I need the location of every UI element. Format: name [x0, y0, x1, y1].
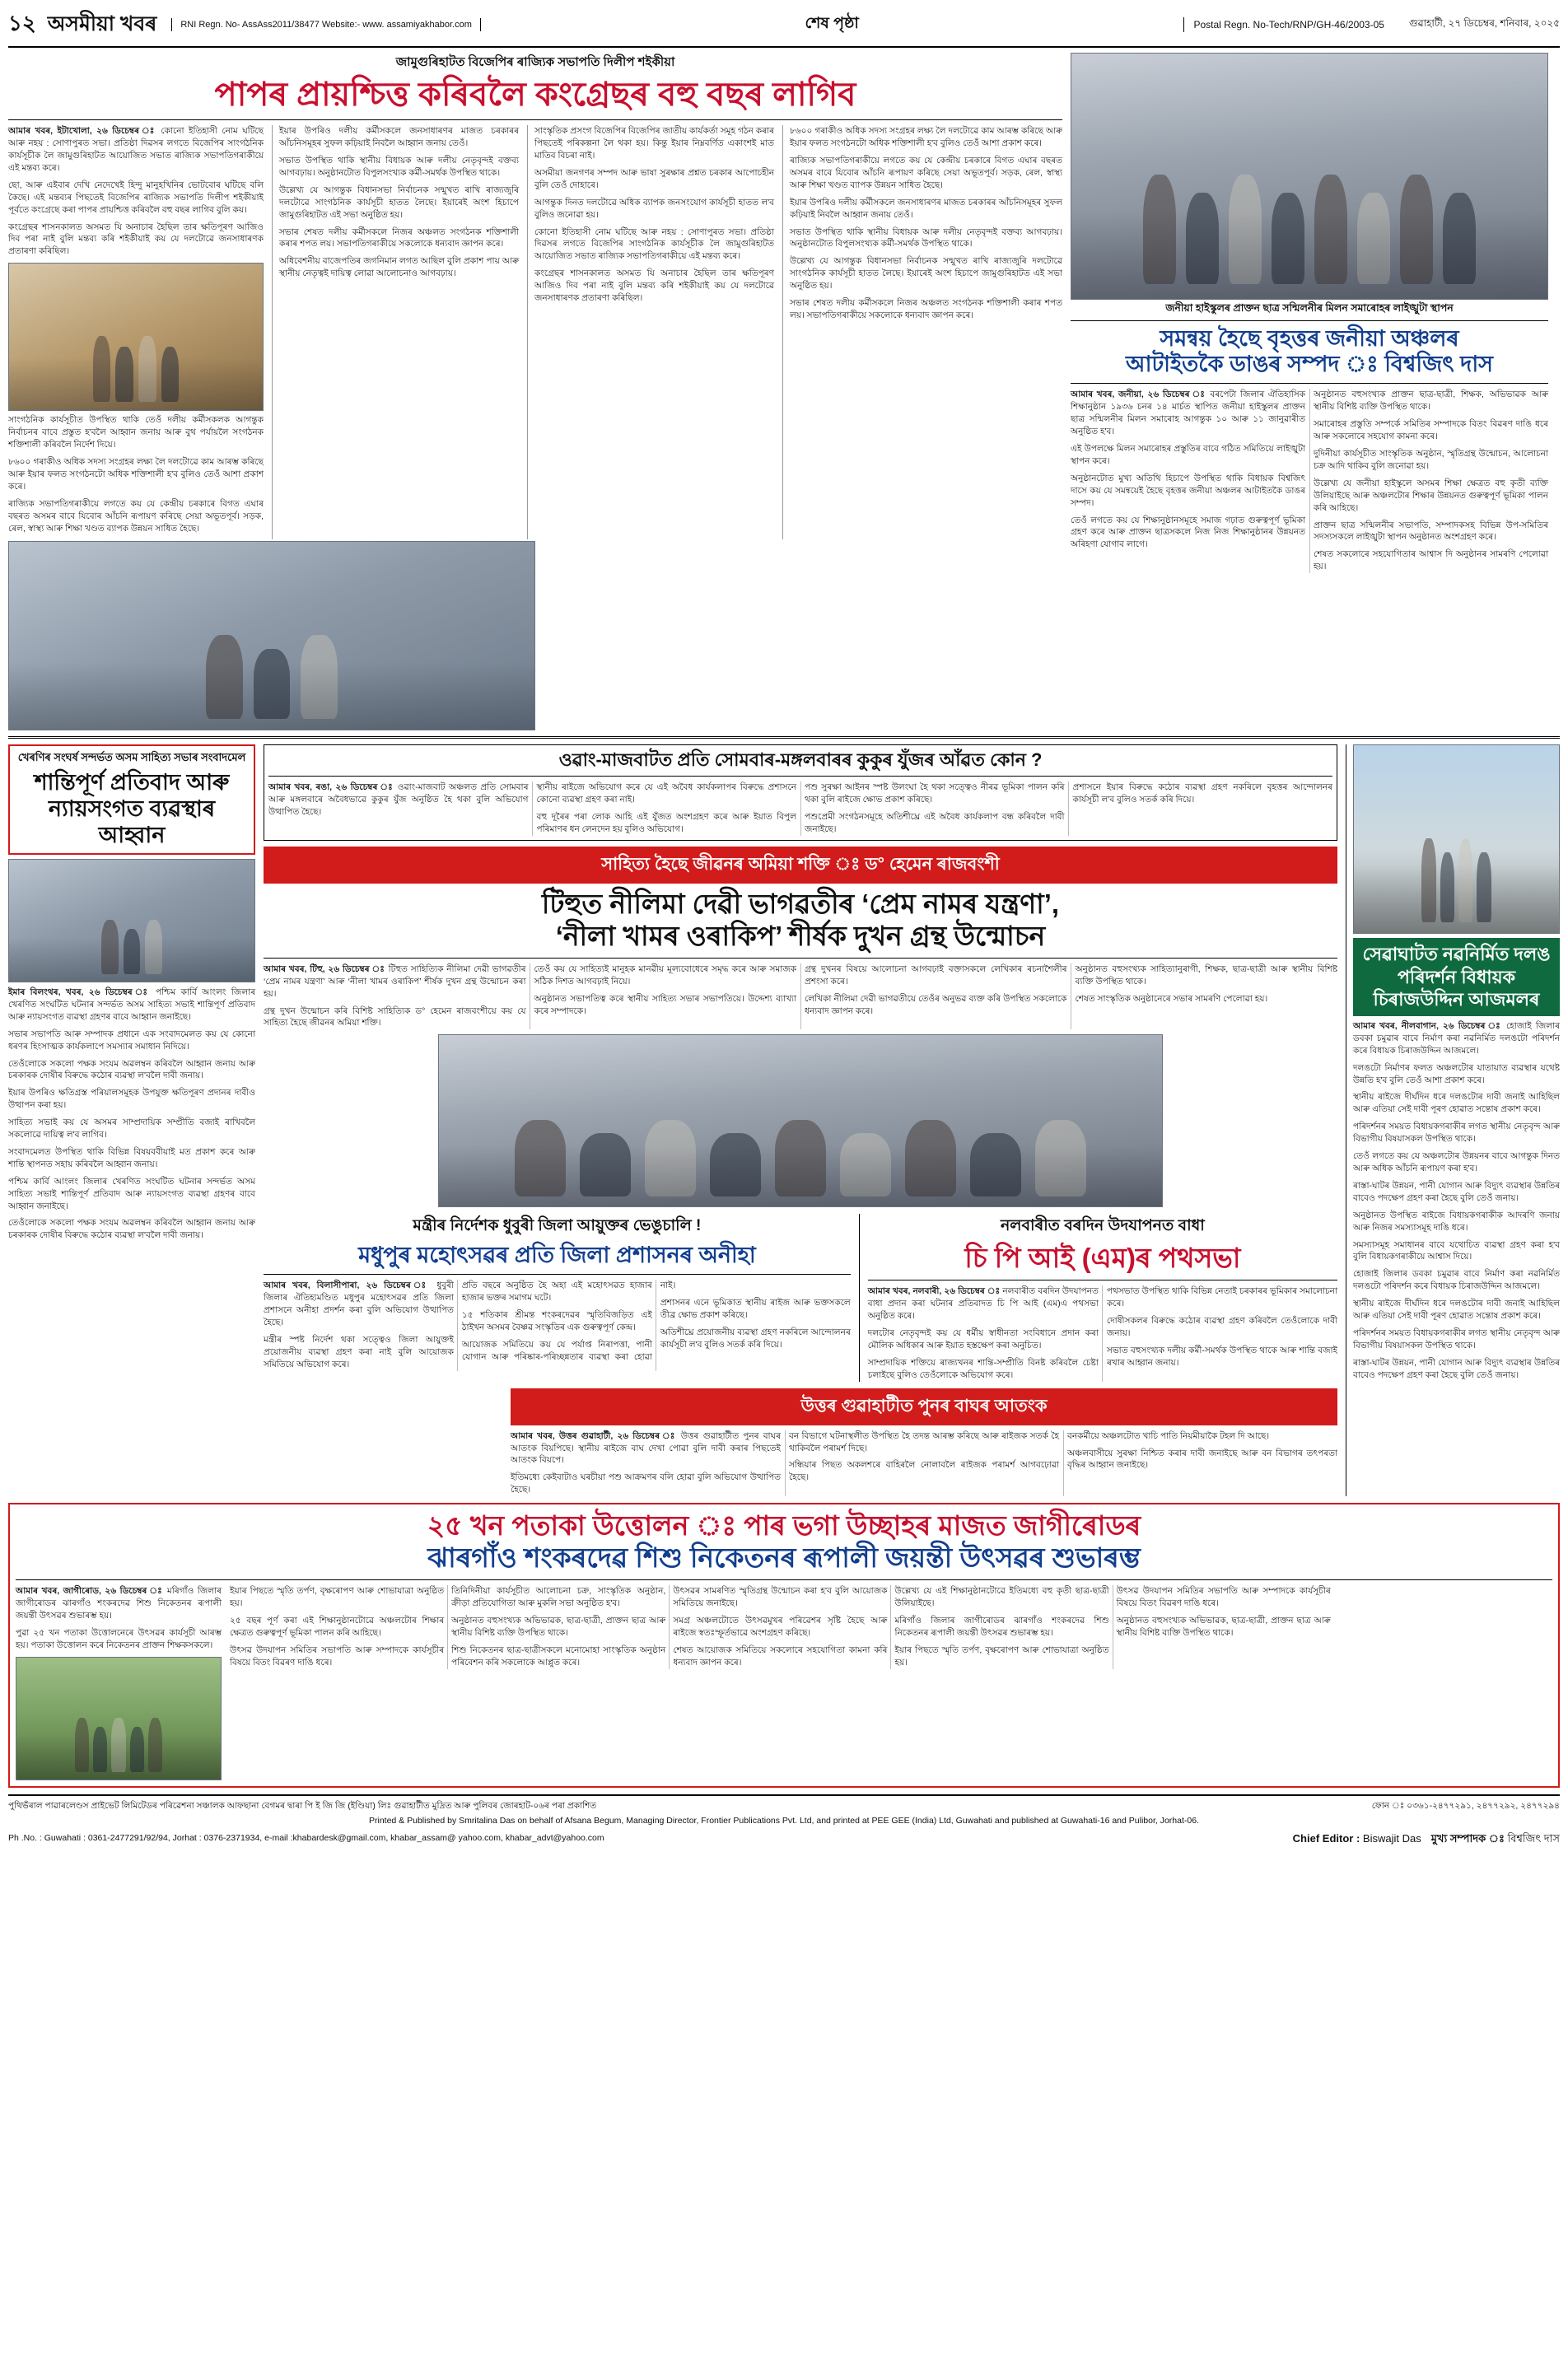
chief-editor-name: Biswajit Das [1362, 1832, 1421, 1845]
dog-fight-headline: ওৱাং-মাজবাটত প্ৰতি সোমবাৰ-মঙ্গলবাৰৰ কুকুৰ যুঁজৰ আঁৱত কোন ? [558, 749, 1043, 771]
lead-body-col4: ৮৬০০ গৰাকীও অধিক সদস্য সংগ্ৰহৰ লক্ষ্য লৈ দলটোৱে কাম আৰম্ভ কৰিছে আৰু ইয়াৰ ফলত সংগঠনটো অধিক শক্তিশালী হ'ব বুলিও তেওঁ আশা প্ৰকাশ কৰে। ৰাজ্যিক সভাপতিগৰাকীয়ে লগতে কয় যে কেন্দ্ৰীয় চৰকাৰে বিগত এঘাৰ বছৰত অসমৰ বাবে যিবোৰ আঁচনি ৰূপায়ণ কৰিছে সেয়া অভূতপূৰ্ব। সড়ক, ৰেল, স্বাস্থ্য আৰু শিক্ষা খণ্ডত ব্যাপক উন্নয়ন সাধিত হৈছে। ইয়াৰ উপৰিও দলীয় কৰ্মীসকলে জনসাধাৰণৰ মাজত চৰকাৰৰ আঁচনিসমূহৰ সুফল কঢ়িয়াই নিবলৈ আহ্বান জনায় তেওঁ। সভাত উপস্থিত থাকি স্থানীয় বিধায়ক আৰু দলীয় নেতৃবৃন্দই বক্তব্য আগবঢ়ায়। অনুষ্ঠানটোত বিপুলসংখ্যক কৰ্মী-সমৰ্থক উপস্থিত থাকে। উল্লেখ্য যে আগন্তুক বিধানসভা নিৰ্বাচনক সন্মুখত ৰাখি ৰাজ্যজুৰি দলটোৱে সাংগঠনিক কাৰ্যসূচী হাতত লৈছে। ইয়াৰেই অংশ হিচাপে জামুগুৰিহাটত এই সভা অনুষ্ঠিত হয়। সভাৰ শেষত দলীয় কৰ্মীসকলে নিজৰ অঞ্চলত সংগঠনক শক্তিশালী কৰাৰ শপত লয়। সভাপতিগৰাকীয়ে সকলোকে ধন্যবাদ জ্ঞাপন কৰে। [790, 126, 1062, 320]
sahitya-dateline: ইমাৰ বিলংথৰ, খবৰ, ২৬ ডিচেম্বৰ ঃ [8, 987, 151, 997]
postal-registration: Postal Regn. No-Tech/RNP/GH-46/2003-05 [1183, 17, 1394, 32]
sahitya-sabha-box [8, 744, 255, 855]
footer-printed-line: Printed & Published by Smritalina Das on behalf of Afsana Begum, Managing Director, Frontier Publications Pvt. Ltd, and printed at PEE GEE (India) Ltd, Guwahati and published at Guwahati-16 and Pulibor, Jorhat-06. [369, 1816, 1199, 1826]
tiger-redbar: উত্তৰ গুৱাহাটীত পুনৰ বাঘৰ আতংক [511, 1388, 1337, 1425]
book-headline-1: টিহুত নীলিমা দেৱী ভাগৱতীৰ ‘প্ৰেম নামৰ যন্ত্ৰণা’, [541, 888, 1060, 919]
jania-body: আমাৰ খবৰ, জনীয়া, ২৬ ডিচেম্বৰ ঃ বৰপেটা জিলাৰ ঐতিহাসিক শিক্ষানুষ্ঠান ১৯৩৬ চনৰ ১৪ মাৰ্চত স্থাপিত জনীয়া হাইস্কুলৰ প্ৰাক্তন ছাত্ৰ সন্মিলনীৰ মিলন সমাৰোহ আগন্তুক ১০ আৰু ১১ জানুৱাৰীত অনুষ্ঠিত হ'ব। এই উপলক্ষে মিলন সমাৰোহৰ প্ৰস্তুতিৰ বাবে গঠিত সমিতিয়ে লাইঙ্খুটা স্থাপন কৰে। অনুষ্ঠানটোত মুখ্য অতিথি হিচাপে উপস্থিত থাকি বিধায়ক বিশ্বজিৎ দাসে কয় যে সমন্বয়েই হৈছে বৃহত্তৰ জনীয়া অঞ্চলৰ আটাইতকৈ ডাঙৰ সম্পদ। তেওঁ লগতে কয় যে শিক্ষানুষ্ঠানসমূহে সমাজ গঢ়াত গুৰুত্বপূৰ্ণ ভূমিকা গ্ৰহণ কৰে আৰু প্ৰাক্তন ছাত্ৰসকলে নিজ নিজ শিক্ষানুষ্ঠানৰ উন্নয়নত অৰিহণা যোগাব লাগে। অনুষ্ঠানত বহুসংখ্যক প্ৰাক্তন ছাত্ৰ-ছাত্ৰী, শিক্ষক, অভিভাৱক আৰু স্থানীয় বিশিষ্ট ব্যক্তি উপস্থিত থাকে। সমাৰোহৰ প্ৰস্তুতি সম্পৰ্কে সমিতিৰ সম্পাদকে বিতং বিৱৰণ দাঙি ধৰে আৰু সকলোৰে সহযোগ কামনা কৰে। দুদিনীয়া কাৰ্যসূচীত সাংস্কৃতিক অনুষ্ঠান, স্মৃতিগ্ৰন্থ উন্মোচন, আলোচনা চক্ৰ আদি থাকিব বুলি জনোৱা হয়। উল্লেখ্য যে জনীয়া হাইস্কুলে অসমৰ শিক্ষা ক্ষেত্ৰত বহু কৃতী ব্যক্তি উলিয়াইছে আৰু অঞ্চলটোৰ শিক্ষাৰ উন্নয়নত গুৰুত্বপূৰ্ণ ভূমিকা পালন কৰি আহিছে। প্ৰাক্তন ছাত্ৰ সন্মিলনীৰ সভাপতি, সম্পাদকসহ বিভিন্ন উপ-সমিতিৰ সদস্যসকলে লাইঙ্খুটা স্থাপন অনুষ্ঠানত অংশগ্ৰহণ কৰে। শেষত সকলোৰে সহযোগিতাৰ আশ্বাস দি অনুষ্ঠানৰ সামৰণি পেলোৱা হয়। [1071, 390, 1548, 572]
lead-photo-banner [8, 263, 264, 411]
dhubri-kicker: মন্ত্ৰীৰ নিৰ্দেশক ধুবুৰী জিলা আয়ুক্তৰ ভেঙুচালি ! [413, 1217, 702, 1235]
nalbari-story [859, 1214, 1337, 1381]
book-release-redbar: সাহিত্য হৈছে জীৱনৰ অমিয়া শক্তি ঃ ড° হেমেন ৰাজবংশী [264, 847, 1337, 884]
rni-registration: RNI Regn. No- AssAss2011/38477 Website:- www. assamiyakhabor.com [171, 18, 481, 31]
jania-dateline: আমাৰ খবৰ, জনীয়া, ২৬ ডিচেম্বৰ ঃ [1071, 390, 1206, 400]
jagiroad-dateline: আমাৰ খবৰ, জাগীৰোড, ২৬ ডিচেম্বৰ ঃ [16, 1586, 164, 1597]
dhubri-headline: মধুপুৰ মহোৎসৱৰ প্ৰতি জিলা প্ৰশাসনৰ অনীহা [358, 1243, 756, 1268]
tiger-body: আমাৰ খবৰ, উত্তৰ গুৱাহাটী, ২৬ ডিচেম্বৰ ঃ উত্তৰ গুৱাহাটীত পুনৰ বাঘৰ আতংক বিয়পিছে। স্থানীয় ৰাইজে বাঘ দেখা পোৱা বুলি দাবী কৰাৰ পিছতেই আতংক বিয়পে। ইতিমধ্যে কেইবাটাও ঘৰচীয়া পশু আক্ৰমণৰ বলি হোৱা বুলি অভিযোগ উত্থাপিত হৈছে। বন বিভাগে ঘটনাস্থলীত উপস্থিত হৈ তদন্ত আৰম্ভ কৰিছে আৰু ৰাইজক সতৰ্ক হৈ থাকিবলৈ পৰামৰ্শ দিছে। সন্ধিয়াৰ পিছত অকলশৰে বাহিৰলৈ নোলাবলৈ ৰাইজক পৰামৰ্শ আগবঢ়োৱা হৈছে। বনকৰ্মীয়ে অঞ্চলটোত খাচি পাতি নিয়মীয়াকৈ টহল দি আছে। অঞ্চলবাসীয়ে সুৰক্ষা নিশ্চিত কৰাৰ দাবী জনাইছে আৰু বন বিভাগৰ তৎপৰতা বৃদ্ধিৰ আহ্বান জনাইছে। [511, 1430, 1337, 1495]
dhubri-story [264, 1214, 851, 1381]
nalbari-headline: চি পি আই (এম)ৰ পথসভা [964, 1243, 1241, 1274]
lead-dateline: আমাৰ খবৰ, ইটাখোলা, ২৬ ডিচেম্বৰ ঃ [8, 126, 156, 137]
jania-school-story [1071, 53, 1548, 730]
dog-fight-story [264, 744, 1337, 841]
masthead [8, 7, 1560, 48]
press-meet-photo [8, 859, 255, 982]
jagiroad-body-col1: আমাৰ খবৰ, জাগীৰোড, ২৬ ডিচেম্বৰ ঃ মৰিগাঁও জিলাৰ জাগীৰোডৰ ঝাৰগাঁও শংকৰদেৱ শিশু নিকেতনৰ ৰূপালী জয়ন্তী উৎসৱৰ শুভাৰম্ভ হয়। পুৱা ২৫ খন পতাকা উত্তোলনেৰে উৎসৱৰ কাৰ্যসূচী আৰম্ভ হয়। পতাকা উত্তোলন কৰে নিকেতনৰ প্ৰাক্তন শিক্ষকসকলে। [16, 1586, 222, 1650]
lead-body-col2: ইয়াৰ উপৰিও দলীয় কৰ্মীসকলে জনসাধাৰণৰ মাজত চৰকাৰৰ আঁচনিসমূহৰ সুফল কঢ়িয়াই নিবলৈ আহ্বান জনায় তেওঁ। সভাত উপস্থিত থাকি স্থানীয় বিধায়ক আৰু দলীয় নেতৃবৃন্দই বক্তব্য আগবঢ়ায়। অনুষ্ঠানটোত বিপুলসংখ্যক কৰ্মী-সমৰ্থক উপস্থিত থাকে। উল্লেখ্য যে আগন্তুক বিধানসভা নিৰ্বাচনক সন্মুখত ৰাখি ৰাজ্যজুৰি দলটোৱে সাংগঠনিক কাৰ্যসূচী হাতত লৈছে। ইয়াৰেই অংশ হিচাপে জামুগুৰিহাটত এই সভা অনুষ্ঠিত হয়। সভাৰ শেষত দলীয় কৰ্মীসকলে নিজৰ অঞ্চলত সংগঠনক শক্তিশালী কৰাৰ শপত লয়। সভাপতিগৰাকীয়ে সকলোকে ধন্যবাদ জ্ঞাপন কৰে। অধিবেশনীয় বাজেপতিৰ জগনিমান লগত আছিল বুলি প্ৰকাশ পায় আৰু স্থানীয় নেতৃত্বই দায়িত্ব লোৱা আলোচনাও আগবঢ়ায়। [279, 126, 519, 279]
book-release-story [264, 847, 1337, 1207]
footer-contact-line: Ph .No. : Guwahati : 0361-2477291/92/94, Jorhat : 0376-2371934, e-mail :khabardesk@gmail.com, khabar_assam@ yahoo.com, khabar_advt@yahoo.com [8, 1832, 604, 1843]
book-dateline: আমাৰ খবৰ, টিহু, ২৬ ডিচেম্বৰ ঃ [264, 963, 385, 974]
book-release-photo [438, 1034, 1163, 1207]
jagiroad-headline-1: ২৫ খন পতাকা উত্তোলন ঃ পাৰ ভগা উচ্ছাহৰ মাজত জাগীৰোডৰ [427, 1510, 1141, 1542]
page-footer [8, 1794, 1560, 1847]
dhubri-dateline: আমাৰ খবৰ, বিলাসীপাৰা, ২৬ ডিচেম্বৰ ঃ [264, 1280, 431, 1291]
dhubri-body: আমাৰ খবৰ, বিলাসীপাৰা, ২৬ ডিচেম্বৰ ঃ ধুবুৰী জিলাৰ ঐতিহ্যমণ্ডিত মধুপুৰ মহোৎসৱৰ প্ৰতি জিলা প্ৰশাসনে অনীহা প্ৰদৰ্শন কৰা বুলি অভিযোগ উত্থাপিত হৈছে। মন্ত্ৰীৰ স্পষ্ট নিৰ্দেশ থকা সত্ত্বেও জিলা আয়ুক্তই প্ৰয়োজনীয় ব্যৱস্থা গ্ৰহণ কৰা নাই বুলি আয়োজক সমিতিয়ে অভিযোগ কৰে। প্ৰতি বছৰে অনুষ্ঠিত হৈ অহা এই মহোৎসৱত হাজাৰ হাজাৰ ভক্তৰ সমাগম ঘটে। ১৫ শতিকাৰ শ্ৰীমন্ত শংকৰদেৱৰ স্মৃতিবিজড়িত এই ঠাইখন অসমৰ বৈষ্ণৱ সংস্কৃতিৰ এক গুৰুত্বপূৰ্ণ কেন্দ্ৰ। আয়োজক সমিতিয়ে কয় যে পৰ্যাপ্ত নিৰাপত্তা, পানী যোগান আৰু পৰিষ্কাৰ-পৰিচ্ছন্নতাৰ ব্যৱস্থা কৰা হোৱা নাই। প্ৰশাসনৰ এনে ভূমিকাত স্থানীয় ৰাইজ আৰু ভক্তসকলে তীব্ৰ ক্ষোভ প্ৰকাশ কৰিছে। অতিশীঘ্ৰে প্ৰয়োজনীয় ব্যৱস্থা গ্ৰহণ নকৰিলে আন্দোলনৰ কাৰ্যসূচী ল'ব বুলিও সতৰ্ক কৰি দিয়ে। [264, 1280, 851, 1369]
chief-editor-name-assamese: বিশ্বজিৎ দাস [1507, 1832, 1560, 1845]
tiger-story [264, 1388, 1337, 1497]
dog-fight-dateline: আমাৰ খবৰ, ৰঙা, ২৬ ডিচেম্বৰ ঃ [268, 782, 394, 793]
chief-editor-label: Chief Editor : [1292, 1832, 1360, 1845]
lead-kicker: জামুগুৰিহাটত বিজেপিৰ ৰাজ্যিক সভাপতি দিলীপ শইকীয়া [395, 55, 675, 69]
jagiroad-headline-2: ঝাৰগাঁও শংকৰদেৱ শিশু নিকেতনৰ ৰূপালী জয়ন্তী উৎসৱৰ শুভাৰম্ভ [427, 1542, 1141, 1574]
center-column [264, 744, 1337, 1496]
bridge-photo [1353, 744, 1560, 934]
issue-date: গুৱাহাটী, ২৭ ডিচেম্বৰ, শনিবাৰ, ২০২৫ [1408, 17, 1560, 29]
nalbari-kicker: নলবাৰীত বৰদিন উদযাপনত বাধা [1000, 1217, 1205, 1235]
sewaghat-headline: সেৱাঘাটত নৱনিৰ্মিত দলঙ পৰিদৰ্শন বিধায়ক চিৰাজউদ্দিন আজমলৰ [1353, 938, 1560, 1016]
middle-section [8, 744, 1560, 1496]
jania-photo [1071, 53, 1548, 300]
section-label: শেষ পৃষ্ঠা [805, 15, 859, 32]
jania-caption: জনীয়া হাইস্কুলৰ প্ৰাক্তন ছাত্ৰ সন্মিলনীৰ মিলন সমাৰোহৰ লাইঙ্খুটা স্থাপন [1165, 302, 1454, 314]
nalbari-body: আমাৰ খবৰ, নলবাৰী, ২৬ ডিচেম্বৰ ঃ নলবাৰীত বৰদিন উদযাপনত বাধা প্ৰদান কৰা ঘটনাৰ প্ৰতিবাদত চি পি আই (এম)এ পথসভা অনুষ্ঠিত কৰে। দলটোৰ নেতৃবৃন্দই কয় যে ধৰ্মীয় স্বাধীনতা সংবিধানে প্ৰদান কৰা মৌলিক অধিকাৰ আৰু ইয়াত হস্তক্ষেপ কৰা অনুচিত। সাম্প্ৰদায়িক শক্তিয়ে ৰাজ্যখনৰ শান্তি-সম্প্ৰীতি বিনষ্ট কৰিবলৈ চেষ্টা চলাইছে বুলিও তেওঁলোকে অভিযোগ কৰে। পথসভাত উপস্থিত থাকি বিভিন্ন নেতাই চৰকাৰৰ ভূমিকাৰ সমালোচনা কৰে। দোষীসকলৰ বিৰুদ্ধে কঠোৰ ব্যৱস্থা গ্ৰহণ কৰিবলৈ তেওঁলোকে দাবী জনায়। সভাত বহুসংখ্যক দলীয় কৰ্মী-সমৰ্থক উপস্থিত থাকে আৰু শান্তি বজাই ৰখাৰ আহ্বান জনায়। [867, 1286, 1337, 1380]
two-story-row [264, 1214, 1337, 1381]
jagiroad-story [8, 1503, 1560, 1787]
sahitya-kicker: খেৰণিৰ সংঘৰ্ষ সন্দৰ্ভত অসম সাহিত্য সভাৰ সংবাদমেল [17, 751, 246, 764]
top-section [8, 53, 1560, 730]
page-number: ১২ [8, 11, 36, 35]
lead-photo-main [8, 541, 535, 730]
lead-story [8, 53, 1062, 730]
lead-body-col1: আমাৰ খবৰ, ইটাখোলা, ২৬ ডিচেম্বৰ ঃ কোনো ইতিহাসী নোম ঘটিছে আৰু নহয় : সোণাপুৰত সভা। প্ৰতিষ্ঠা দিৱসৰ লগতে বিজেপিৰ সাংগঠনিক কাৰ্যসূচীক লৈ জামুগুৰিহাটত আয়োজিত সভাত ৰাজ্যিক সভাপতিগৰাকীয়ে এই মন্তব্য কৰে। ছো, আৰু এইবাৰ দেখি নেদেখেই হিন্দু মানুহখিনিৰ ভোটবোৰ ঘটিছে বলি কৈছে। এই মন্তব্যৰ পিছতেই বিজেপিৰ ৰাজ্যিক সভাপতি দিলীপ শইকীয়াই পূৰ্বতে কংগ্ৰেছে কৰা পাপৰ প্ৰায়শ্চিত্ত কৰিবলৈ বহু বছৰ লাগিব বুলি কয়। কংগ্ৰেছৰ শাসনকালত অসমত যি অনাচাৰ হৈছিল তাৰ ক্ষতিপূৰণ আজিও দিব পৰা নাই বুলি মন্তব্য কৰি শইকীয়াই কয় যে দলটোৱে জনসাধাৰণক প্ৰতাৰণা কৰিছিল। [8, 126, 264, 257]
footer-phones: ফোন ঃ ০৩৬১-২৪৭৭২৯১, ২৪৭৭২৯২, ২৪৭৭২৯৪ [1371, 1800, 1560, 1811]
sewaghat-dateline: আমাৰ খবৰ, নীলবাগান, ২৬ ডিচেম্বৰ ঃ [1353, 1020, 1502, 1031]
sahitya-body: ইমাৰ বিলংথৰ, খবৰ, ২৬ ডিচেম্বৰ ঃ পশ্চিম কাৰ্বি আংলং জিলাৰ খেৰণিত সংঘটিত ঘটনাৰ সন্দৰ্ভত অসম সাহিত্য সভাই শান্তিপূৰ্ণ প্ৰতিবাদ আৰু ন্যায়সংগত ব্যৱস্থা গ্ৰহণৰ বাবে আহ্বান জনাইছে। সভাৰ সভাপতি আৰু সম্পাদক প্ৰধানে এক সংবাদমেলত কয় যে কোনো ধৰণৰ হিংসাত্মক কাৰ্যকলাপে সমস্যাৰ সমাধান নিদিয়ে। তেওঁলোকে সকলো পক্ষক সংযম অৱলম্বন কৰিবলৈ আহ্বান জনায় আৰু চৰকাৰক দোষীৰ বিৰুদ্ধে কঠোৰ ব্যৱস্থা ল'বলৈ দাবী জনায়। ইয়াৰ উপৰিও ক্ষতিগ্ৰস্ত পৰিয়ালসমূহক উপযুক্ত ক্ষতিপূৰণ প্ৰদানৰ দাবীও উত্থাপন কৰা হয়। সাহিত্য সভাই কয় যে অসমৰ সাম্প্ৰদায়িক সম্প্ৰীতি বজাই ৰাখিবলৈ সকলোৱে দায়িত্ব ল'ব লাগিব। সংবাদমেলত উপস্থিত থাকি বিভিন্ন বিষয়ববীয়াই মত প্ৰকাশ কৰে আৰু শান্তি স্থাপনত সহায় কৰিবলৈ আহ্বান জনায়। পশ্চিম কাৰ্বি আংলং জিলাৰ খেৰণিত সংঘটিত ঘটনাৰ সন্দৰ্ভত অসম সাহিত্য সভাই শান্তিপূৰ্ণ প্ৰতিবাদ আৰু ন্যায়সংগত ব্যৱস্থা গ্ৰহণৰ বাবে আহ্বান জনাইছে। তেওঁলোকে সকলো পক্ষক সংযম অৱলম্বন কৰিবলৈ আহ্বান জনায় আৰু চৰকাৰক দোষীৰ বিৰুদ্ধে কঠোৰ ব্যৱস্থা ল'বলৈ দাবী জনায়। [8, 987, 256, 1241]
chief-editor-label-assamese: মুখ্য সম্পাদক ঃ [1430, 1832, 1505, 1845]
lead-headline: পাপৰ প্ৰায়শ্চিত্ত কৰিবলৈ কংগ্ৰেছৰ বহু বছৰ লাগিব [214, 77, 856, 113]
book-body-top: আমাৰ খবৰ, টিহু, ২৬ ডিচেম্বৰ ঃ টিহুত সাহিত্যিক নীলিমা দেৱী ভাগৱতীৰ ‘প্ৰেম নামৰ যন্ত্ৰণা’ আৰু ‘নীলা খামৰ ওৰাকিপ’ শীৰ্ষক দুখন গ্ৰন্থ উন্মোচন কৰা হয়। গ্ৰন্থ দুখন উন্মোচন কৰি বিশিষ্ট সাহিত্যিক ড° হেমেন ৰাজবংশীয়ে কয় যে সাহিত্য হৈছে জীৱনৰ অমিয়া শক্তি। তেওঁ কয় যে সাহিত্যই মানুহক মানৱীয় মূল্যবোধেৰে সমৃদ্ধ কৰে আৰু সমাজক সঠিক দিশত আগবঢ়াই নিয়ে। অনুষ্ঠানত সভাপতিত্ব কৰে স্থানীয় সাহিত্য সভাৰ সভাপতিয়ে। উদ্দেশ্য ব্যাখ্যা কৰে সম্পাদকে। গ্ৰন্থ দুখনৰ বিষয়ে আলোচনা আগবঢ়াই বক্তাসকলে লেখিকাৰ ৰচনাশৈলীৰ প্ৰশংসা কৰে। লেখিকা নীলিমা দেৱী ভাগৱতীয়ে তেওঁৰ অনুভৱ ব্যক্ত কৰি উপস্থিত সকলোকে ধন্যবাদ জ্ঞাপন কৰে। অনুষ্ঠানত বহুসংখ্যক সাহিত্যানুৰাগী, শিক্ষক, ছাত্ৰ-ছাত্ৰী আৰু স্থানীয় বিশিষ্ট ব্যক্তি উপস্থিত থাকে। শেষত সাংস্কৃতিক অনুষ্ঠানেৰে সভাৰ সামৰণি পেলোৱা হয়। [264, 963, 1337, 1029]
jania-headline-2: আটাইতকৈ ডাঙৰ সম্পদ ঃ বিশ্বজিৎ দাস [1125, 352, 1494, 377]
jagiroad-photo [16, 1657, 222, 1780]
jania-headline-1: সমন্বয় হৈছে বৃহত্তৰ জনীয়া অঞ্চলৰ [1160, 325, 1459, 351]
sewaghat-body: আমাৰ খবৰ, নীলবাগান, ২৬ ডিচেম্বৰ ঃ হোজাই জিলাৰ ডবকা চমুৱাৰ বাবে নিৰ্মাণ কৰা নৱনিৰ্মিত দলঙটো পৰিদৰ্শন কৰে বিধায়ক চিৰাজউদ্দিন আজমলে। দলঙটো নিৰ্মাণৰ ফলত অঞ্চলটোৰ যাতায়াত ব্যৱস্থাৰ যথেষ্ট উন্নতি হ'ব বুলি তেওঁ আশা প্ৰকাশ কৰে। স্থানীয় ৰাইজে দীৰ্ঘদিন ধৰে দলঙটোৰ দাবী জনাই আহিছিল আৰু এতিয়া সেই দাবী পূৰণ হোৱাত সন্তোষ প্ৰকাশ কৰে। পৰিদৰ্শনৰ সময়ত বিধায়কগৰাকীৰ লগত স্থানীয় নেতৃবৃন্দ আৰু বিভাগীয় বিষয়াসকল উপস্থিত থাকে। তেওঁ লগতে কয় যে অঞ্চলটোৰ উন্নয়নৰ বাবে আগন্তুক দিনত আৰু অধিক আঁচনি ৰূপায়ণ কৰা হ'ব। ৰাস্তা-ঘাটৰ উন্নয়ন, পানী যোগান আৰু বিদ্যুৎ ব্যৱস্থাৰ উন্নতিৰ বাবেও পদক্ষেপ গ্ৰহণ কৰা হৈছে বুলি তেওঁ জনায়। অনুষ্ঠানত উপস্থিত ৰাইজে বিধায়কগৰাকীক আদৰণি জনায় আৰু নিজৰ সমস্যাসমূহ দাঙি ধৰে। সমস্যাসমূহ সমাধানৰ বাবে যথোচিত ব্যৱস্থা গ্ৰহণ কৰা হ'ব বুলি বিধায়কগৰাকীয়ে আশ্বাস দিয়ে। হোজাই জিলাৰ ডবকা চমুৱাৰ বাবে নিৰ্মাণ কৰা নৱনিৰ্মিত দলঙটো পৰিদৰ্শন কৰে বিধায়ক চিৰাজউদ্দিন আজমলে। স্থানীয় ৰাইজে দীৰ্ঘদিন ধৰে দলঙটোৰ দাবী জনাই আহিছিল আৰু এতিয়া সেই দাবী পূৰণ হোৱাত সন্তোষ প্ৰকাশ কৰে। পৰিদৰ্শনৰ সময়ত বিধায়কগৰাকীৰ লগত স্থানীয় নেতৃবৃন্দ আৰু বিভাগীয় বিষয়াসকল উপস্থিত থাকে। ৰাস্তা-ঘাটৰ উন্নয়ন, পানী যোগান আৰু বিদ্যুৎ ব্যৱস্থাৰ উন্নতিৰ বাবেও পদক্ষেপ গ্ৰহণ কৰা হৈছে বুলি তেওঁ জনায়। [1353, 1020, 1561, 1380]
sahitya-headline: শান্তিপূৰ্ণ প্ৰতিবাদ আৰু ন্যায়সংগত ব্যৱস্থাৰ আহ্বান [34, 770, 230, 848]
nalbari-dateline: আমাৰ খবৰ, নলবাৰী, ২৬ ডিচেম্বৰ ঃ [867, 1286, 1001, 1297]
lead-body-col3: সাংস্কৃতিক প্ৰসংগ বিজেপিৰ বিজেপিৰ জাতীয় কাৰ্যকৰ্তা সমূহ গঠন কৰাৰ পিছতেই পৰিকল্পনা লৈ থকা হয়। কিন্তু ইয়াৰ নিম্নবৰ্ণিত একাংশই মাত মাতিব বিচৰা নাই। অসমীয়া জনগণৰ সম্পদ আৰু ভাষা সুৰক্ষাৰ প্ৰশ্নত চৰকাৰ আপোচহীন বুলি তেওঁ দোহাৰে। আগন্তুক দিনত দলটোৱে অধিক ব্যাপক জনসংযোগ কাৰ্যসূচী হাতত ল'ব বুলিও জনোৱা হয়। কোনো ইতিহাসী নোম ঘটিছে আৰু নহয় : সোণাপুৰত সভা। প্ৰতিষ্ঠা দিৱসৰ লগতে বিজেপিৰ সাংগঠনিক কাৰ্যসূচীক লৈ জামুগুৰিহাটত আয়োজিত সভাত ৰাজ্যিক সভাপতিগৰাকীয়ে এই মন্তব্য কৰে। কংগ্ৰেছৰ শাসনকালত অসমত যি অনাচাৰ হৈছিল তাৰ ক্ষতিপূৰণ আজিও দিব পৰা নাই বুলি মন্তব্য কৰি শইকীয়াই কয় যে দলটোৱে জনসাধাৰণক প্ৰতাৰণা কৰিছিল। [534, 126, 774, 304]
sahitya-sabha-story [8, 744, 255, 1496]
book-headline-2: ‘নীলা খামৰ ওৰাকিপ’ শীৰ্ষক দুখন গ্ৰন্থ উন্মোচন [555, 920, 1046, 951]
paper-title: অসমীয়া খবৰ [47, 12, 157, 35]
tiger-dateline: আমাৰ খবৰ, উত্তৰ গুৱাহাটী, ২৬ ডিচেম্বৰ ঃ [511, 1430, 677, 1441]
lead-body-col1b: সাংগঠনিক কাৰ্যসূচীত উপস্থিত থাকি তেওঁ দলীয় কৰ্মীসকলক আগন্তুক নিৰ্বাচনৰ বাবে প্ৰস্তুত হ'বলৈ আহ্বান জনায় আৰু বুথ পৰ্যায়লৈ সংগঠনক শক্তিশালী কৰিবলৈ নিৰ্দেশ দিয়ে। ৮৬০০ গৰাকীও অধিক সদস্য সংগ্ৰহৰ লক্ষ্য লৈ দলটোৱে কাম আৰম্ভ কৰিছে আৰু ইয়াৰ ফলত সংগঠনটো অধিক শক্তিশালী হ'ব বুলিও তেওঁ আশা প্ৰকাশ কৰে। ৰাজ্যিক সভাপতিগৰাকীয়ে লগতে কয় যে কেন্দ্ৰীয় চৰকাৰে বিগত এঘাৰ বছৰত অসমৰ বাবে যিবোৰ আঁচনি ৰূপায়ণ কৰিছে সেয়া অভূতপূৰ্ব। সড়ক, ৰেল, স্বাস্থ্য আৰু শিক্ষা খণ্ডত ব্যাপক উন্নয়ন সাধিত হৈছে। [8, 415, 264, 534]
jagiroad-body-rest: ইয়াৰ পিছতে স্মৃতি তৰ্পণ, বৃক্ষৰোপণ আৰু শোভাযাত্ৰা অনুষ্ঠিত হয়। ২৫ বছৰ পূৰ্ণ কৰা এই শিক্ষানুষ্ঠানটোৱে অঞ্চলটোৰ শিক্ষাৰ ক্ষেত্ৰত গুৰুত্বপূৰ্ণ ভূমিকা পালন কৰি আহিছে। উৎসৱ উদযাপন সমিতিৰ সভাপতি আৰু সম্পাদকে কাৰ্যসূচীৰ বিষয়ে বিতং বিৱৰণ দাঙি ধৰে। তিনিদিনীয়া কাৰ্যসূচীত আলোচনা চক্ৰ, সাংস্কৃতিক অনুষ্ঠান, ক্ৰীড়া প্ৰতিযোগিতা আৰু মুকলি সভা অনুষ্ঠিত হ'ব। অনুষ্ঠানত বহুসংখ্যক অভিভাৱক, ছাত্ৰ-ছাত্ৰী, প্ৰাক্তন ছাত্ৰ আৰু স্থানীয় বিশিষ্ট ব্যক্তি উপস্থিত থাকে। শিশু নিকেতনৰ ছাত্ৰ-ছাত্ৰীসকলে মনোমোহা সাংস্কৃতিক অনুষ্ঠান পৰিবেশন কৰি সকলোকে আপ্লুত কৰে। উৎসৱৰ সামৰণিত স্মৃতিগ্ৰন্থ উন্মোচন কৰা হ'ব বুলি আয়োজক সমিতিয়ে জনাইছে। সমগ্ৰ অঞ্চলটোতে উৎসৱমুখৰ পৰিৱেশৰ সৃষ্টি হৈছে আৰু ৰাইজে স্বতঃস্ফূৰ্তভাৱে অংশগ্ৰহণ কৰিছে। শেষত আয়োজক সমিতিয়ে সকলোৰে সহযোগিতা কামনা কৰি ধন্যবাদ জ্ঞাপন কৰে। উল্লেখ্য যে এই শিক্ষানুষ্ঠানটোৱে ইতিমধ্যে বহু কৃতী ছাত্ৰ-ছাত্ৰী উলিয়াইছে। মৰিগাঁও জিলাৰ জাগীৰোডৰ ঝাৰগাঁও শংকৰদেৱ শিশু নিকেতনৰ ৰূপালী জয়ন্তী উৎসৱৰ শুভাৰম্ভ হয়। ইয়াৰ পিছতে স্মৃতি তৰ্পণ, বৃক্ষৰোপণ আৰু শোভাযাত্ৰা অনুষ্ঠিত হয়। উৎসৱ উদযাপন সমিতিৰ সভাপতি আৰু সম্পাদকে কাৰ্যসূচীৰ বিষয়ে বিতং বিৱৰণ দাঙি ধৰে। অনুষ্ঠানত বহুসংখ্যক অভিভাৱক, ছাত্ৰ-ছাত্ৰী, প্ৰাক্তন ছাত্ৰ আৰু স্থানীয় বিশিষ্ট ব্যক্তি উপস্থিত থাকে। [230, 1586, 1331, 1668]
dog-fight-body: আমাৰ খবৰ, ৰঙা, ২৬ ডিচেম্বৰ ঃ ওৱাং-মাজবাট অঞ্চলত প্ৰতি সোমবাৰ আৰু মঙ্গলবাৰে অবৈধভাৱে কুকুৰ যুঁজ অনুষ্ঠিত হৈ থকা বুলি অভিযোগ উত্থাপিত হৈছে। স্থানীয় ৰাইজে অভিযোগ কৰে যে এই অবৈধ কাৰ্যকলাপৰ বিৰুদ্ধে প্ৰশাসনে কোনো ব্যৱস্থা গ্ৰহণ কৰা নাই। বহু দূৰৈৰ পৰা লোক আহি এই যুঁজত অংশগ্ৰহণ কৰে আৰু ইয়াত বিপুল পৰিমাণৰ ধন লেনদেন হয় বুলিও অভিযোগ। পশু সুৰক্ষা আইনৰ স্পষ্ট উলংঘা হৈ থকা সত্ত্বেও নীৰৱ ভূমিকা পালন কৰি থকা বুলি ৰাইজে ক্ষোভ প্ৰকাশ কৰিছে। পশুপ্ৰেমী সংগঠনসমূহে অতিশীঘ্ৰে এই অবৈধ কাৰ্যকলাপ বন্ধ কৰিবলৈ দাবী জনাইছে। প্ৰশাসনে ইয়াৰ বিৰুদ্ধে কঠোৰ ব্যৱস্থা গ্ৰহণ নকৰিলে বৃহত্তৰ আন্দোলনৰ কাৰ্যসূচী ল'ব বুলিও সতৰ্ক কৰি দিয়ে। [268, 782, 1332, 835]
footer-line-assamese: পুথিভঁৰাল পাৱাৰলেণ্ডস প্ৰাইভেট লিমিটেডৰ পৰিৱেশনা সঞ্চালক আফছানা বেগমৰ দ্বাৰা পি ই জি জি (ইণ্ডিয়া) লিঃ গুৱাহাটীত মুদ্ৰিত আৰু পুলিবৰ জোৰহাট-০৬ৰ পৰা প্ৰকাশিত [8, 1800, 597, 1811]
sewaghat-story [1346, 744, 1560, 1496]
